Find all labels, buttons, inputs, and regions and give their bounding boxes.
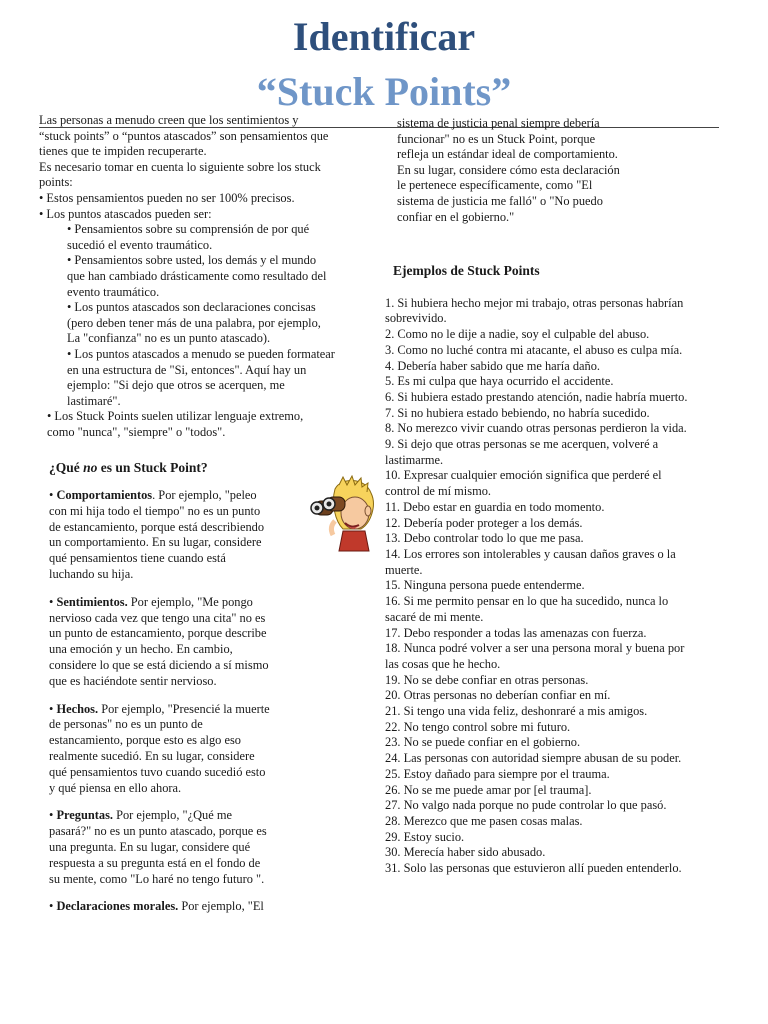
list-item: 23. No se puede confiar en el gobierno. — [385, 735, 581, 750]
text-line: La "confianza" no es un punto atascado). — [67, 331, 271, 346]
text-line: funcionar" no es un Stuck Point, porque — [397, 131, 596, 146]
item-feelings — [49, 595, 311, 690]
text-line: de estancamiento, porque está describiendo — [49, 519, 265, 534]
list-item: control de mí mismo. — [385, 484, 491, 499]
text-line: evento traumático. — [67, 284, 160, 299]
list-item: 13. Debo controlar todo lo que me pasa. — [385, 531, 584, 546]
section-heading-examples: Ejemplos de Stuck Points — [393, 263, 540, 279]
list-item: 1. Si hubiera hecho mejor mi trabajo, otras personas habrían — [385, 295, 684, 310]
text-line: un punto de estancamiento, porque describe — [49, 626, 267, 641]
text-line: Las personas a menudo creen que los sentimientos y — [39, 113, 299, 127]
text: . Por ejemplo, "peleo — [152, 488, 257, 503]
list-item: las cosas que he hecho. — [385, 656, 501, 671]
moral-statement-continued — [385, 116, 667, 225]
text-line: pasará?" no es un punto atascado, porque es — [49, 824, 267, 839]
list-item: 14. Los errores son intolerables y causan daños graves o la — [385, 547, 676, 561]
list-item: 20. Otras personas no deberían confiar en mí. — [385, 688, 611, 703]
page-title: Identificar — [292, 14, 476, 59]
text-line — [49, 488, 311, 504]
list-item: muerte. — [385, 562, 423, 577]
text-line: estancamiento, porque esto es algo eso — [49, 733, 241, 748]
text-line: • Pensamientos sobre su comprensión de por qué — [67, 222, 310, 237]
list-item: 5. Es mi culpa que haya ocurrido el accidente. — [385, 374, 614, 389]
list-item: 18. Nunca podré volver a ser una persona moral y buena por — [385, 641, 685, 656]
text-line: • Los puntos atascados a menudo se pueden formatear — [67, 346, 335, 361]
text: Por ejemplo, "Me pongo — [127, 594, 253, 609]
list-item: 10. Expresar cualquier emoción significa que perderé el — [385, 468, 662, 483]
list-item: 24. Las personas con autoridad siempre abusan de su poder. — [385, 751, 682, 766]
text: Por ejemplo, "¿Qué me — [113, 808, 232, 823]
text-line: que han cambiado drásticamente como resultado del — [67, 268, 327, 283]
text-line: confiar en el gobierno." — [397, 209, 515, 224]
section-heading-not-stuck-point — [49, 460, 374, 476]
text-line: considere lo que se está diciendo a sí mismo — [49, 658, 269, 673]
text-line: con mi hija todo el tiempo" no es un punto — [49, 503, 261, 518]
list-item: 11. Debo estar en guardia en todo momento. — [385, 499, 605, 514]
bullet: • — [49, 808, 57, 823]
list-item: 9. Si dejo que otras personas se me acerquen, volveré a — [385, 437, 659, 452]
text-line — [49, 595, 311, 611]
text-line: como "nunca", "siempre" o "todos". — [47, 424, 226, 439]
list-item: 6. Si hubiera estado prestando atención, nadie habría muerto. — [385, 389, 688, 404]
list-item: 15. Ninguna persona puede entenderme. — [385, 578, 585, 593]
list-item: 19. No se debe confiar en otras personas. — [385, 672, 589, 687]
right-column — [385, 116, 730, 877]
list-item: lastimarme. — [385, 452, 444, 467]
text-line: su mente, como "Lo haré no tengo futuro ". — [49, 871, 265, 886]
text-line: sistema de justicia penal siempre debería — [397, 116, 600, 130]
item-label: Declaraciones morales. — [56, 899, 179, 914]
text-line: • Estos pensamientos pueden no ser 100% precisos. — [39, 190, 295, 205]
item-label: Preguntas. — [56, 808, 113, 823]
heading-emphasis: no — [83, 460, 98, 476]
bullet: • — [49, 594, 57, 609]
list-item: 30. Merecía haber sido abusado. — [385, 845, 546, 860]
text-line: refleja un estándar ideal de comportamiento. — [397, 147, 618, 162]
intro-block — [39, 113, 374, 222]
bullet: • — [49, 701, 57, 716]
text-line: le pertenece específicamente, como "El — [397, 178, 593, 193]
list-item: 16. Si me permito pensar en lo que ha sucedido, nunca lo — [385, 594, 669, 609]
text-line: nervioso cada vez que tengo una cita" no es — [49, 610, 266, 625]
text-line: respuesta a su pregunta está en el fondo de — [49, 855, 261, 870]
list-item: 12. Debería poder proteger a los demás. — [385, 515, 583, 530]
list-item: 29. Estoy sucio. — [385, 829, 465, 844]
text-line: • Los Stuck Points suelen utilizar lenguaje extremo, — [47, 409, 304, 424]
text-line: “stuck points” o “puntos atascados” son pensamientos que — [39, 128, 329, 143]
item-questions — [49, 808, 311, 887]
text-line: points: — [39, 175, 73, 190]
text-line: • Los puntos atascados pueden ser: — [39, 206, 212, 221]
sub-bullets — [39, 222, 374, 409]
text-line — [49, 702, 311, 718]
text-line — [49, 808, 311, 824]
text-line: ejemplo: "Si dejo que otros se acerquen, me — [67, 378, 285, 393]
text-line — [49, 899, 311, 915]
text-line: en una estructura de "Si, entonces". Aquí hay un — [67, 362, 307, 377]
list-item: 25. Estoy dañado para siempre por el trauma. — [385, 766, 610, 781]
cartoon-binoculars-icon — [305, 475, 377, 555]
text-line: qué pensamientos tuvo cuando sucedió esto — [49, 764, 266, 779]
text-line: una emoción y un hecho. En cambio, — [49, 642, 233, 657]
text-line: lastimaré". — [67, 393, 121, 408]
list-item: 22. No tengo control sobre mi futuro. — [385, 719, 571, 734]
page-subtitle: “Stuck Points” — [256, 69, 512, 114]
text-line: • Pensamientos sobre usted, los demás y el mundo — [67, 253, 317, 268]
extreme-language-note — [39, 409, 374, 440]
list-item: 27. No valgo nada porque no pude controlar lo que pasó. — [385, 798, 667, 813]
list-item: 4. Debería haber sabido que me haría daño. — [385, 358, 601, 373]
text-line: que es haciéndote sentir nervioso. — [49, 673, 217, 688]
text-line: realmente sucedió. En su lugar, considere — [49, 749, 255, 764]
text-line: un comportamiento. En su lugar, considere — [49, 535, 262, 550]
heading-text: ¿Qué — [49, 460, 84, 476]
list-item: 21. Si tengo una vida feliz, deshonraré a mis amigos. — [385, 704, 648, 719]
heading-text: es un Stuck Point? — [97, 460, 208, 476]
text-line: (pero deben tener más de una palabra, por ejemplo, — [67, 315, 321, 330]
text-line: y qué piensa en ello ahora. — [49, 780, 182, 795]
list-item: 7. Si no hubiera estado bebiendo, no habría sucedido. — [385, 405, 650, 420]
item-label: Comportamientos — [56, 488, 153, 503]
list-item: 26. No se me puede amar por [el trauma]. — [385, 782, 592, 797]
list-item: sobrevivido. — [385, 311, 447, 326]
text-line: En su lugar, considere cómo esta declaración — [397, 162, 620, 177]
list-item: 28. Merezco que me pasen cosas malas. — [385, 813, 583, 828]
item-label: Hechos. — [56, 701, 99, 716]
text-line: • Los puntos atascados son declaraciones concisas — [67, 300, 316, 315]
list-item: 17. Debo responder a todas las amenazas con fuerza. — [385, 625, 647, 640]
text-line: una pregunta. En su lugar, considere qué — [49, 840, 251, 854]
item-moral-statements — [49, 899, 311, 915]
bullet: • — [49, 899, 57, 914]
text-line: luchando su hija. — [49, 567, 134, 582]
text: Por ejemplo, "Presencié la muerte — [98, 701, 270, 716]
text-line: tienes que te impiden recuperarte. — [39, 144, 207, 159]
text: Por ejemplo, "El — [178, 899, 264, 914]
item-label: Sentimientos. — [56, 594, 128, 609]
list-item: 31. Solo las personas que estuvieron allí pueden entenderlo. — [385, 861, 682, 876]
text-line: Es necesario tomar en cuenta lo siguiente sobre los stuck — [39, 159, 321, 174]
examples-list — [385, 296, 730, 877]
text-line: qué pensamientos tiene cuando está — [49, 551, 226, 566]
item-behaviors — [49, 488, 311, 583]
text-line: sistema de justicia me falló" o "No puedo — [397, 193, 603, 208]
list-item: sacaré de mi mente. — [385, 609, 484, 624]
list-item: 8. No merezco vivir cuando otras personas perdieron la vida. — [385, 421, 687, 436]
bullet: • — [49, 488, 57, 503]
item-facts — [49, 702, 311, 797]
list-item: 2. Como no le dije a nadie, soy el culpable del abuso. — [385, 327, 650, 342]
text-line: sucedió el evento traumático. — [67, 237, 213, 252]
list-item: 3. Como no luché contra mi atacante, el abuso es culpa mía. — [385, 342, 683, 357]
text-line: de personas" no es un punto de — [49, 717, 203, 732]
